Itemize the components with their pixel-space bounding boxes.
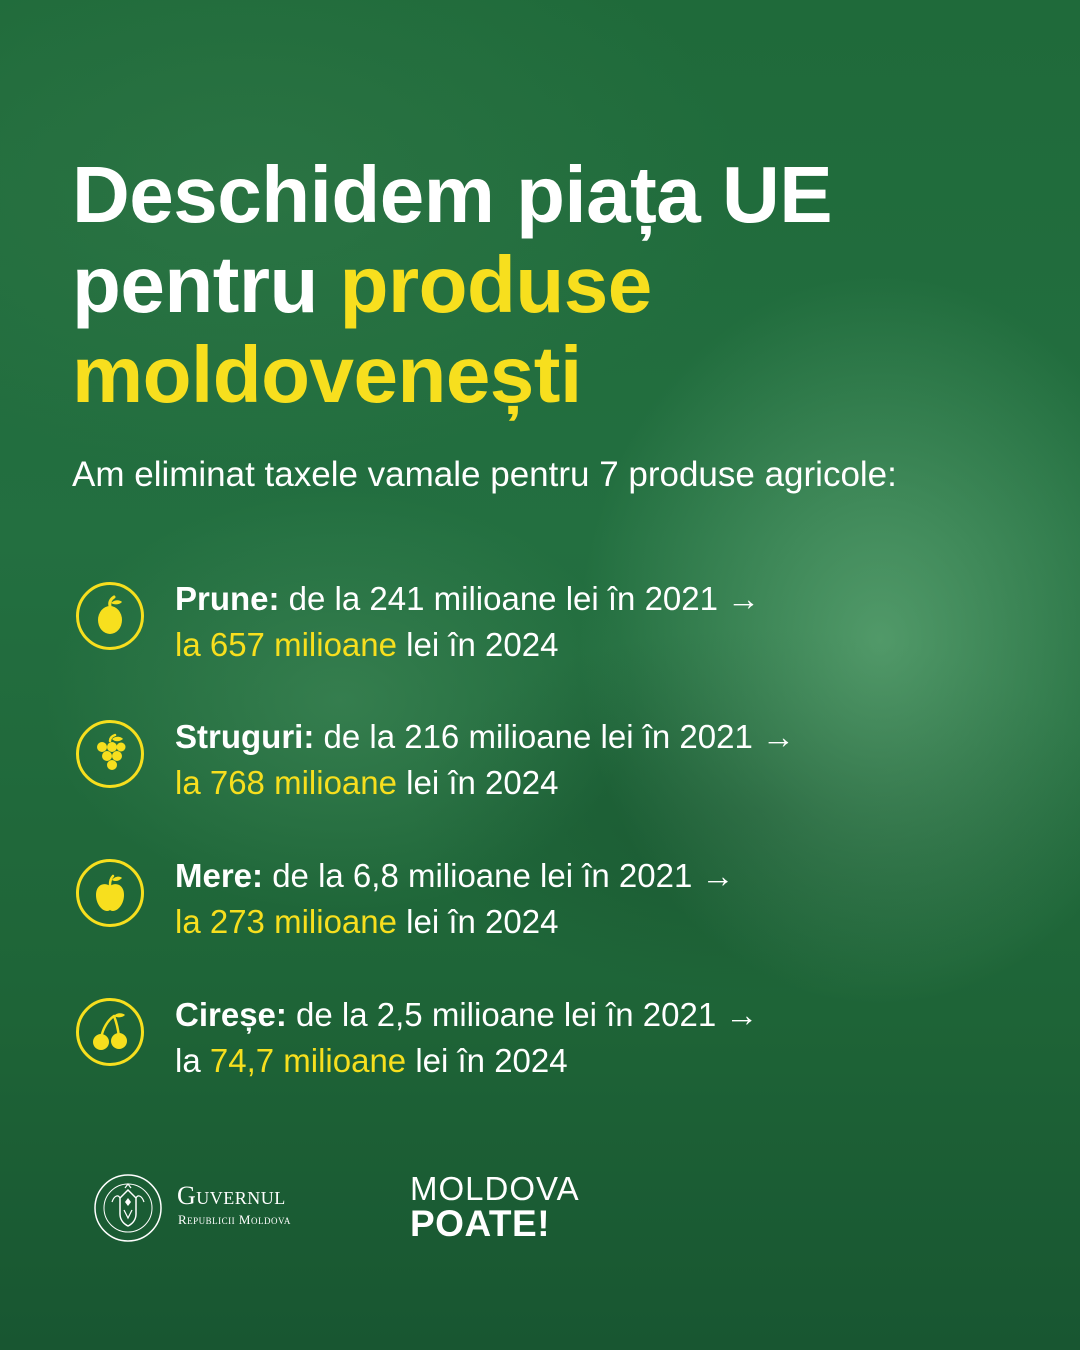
product-name: Struguri:: [175, 718, 315, 755]
product-to-prefix: la: [175, 1042, 210, 1079]
product-from: de la 216 milioane lei în 2021 →: [314, 718, 795, 755]
product-to-highlight: la 657 milioane: [175, 626, 397, 663]
product-to-highlight: la 273 milioane: [175, 903, 397, 940]
moldova-poate-top: MOLDOVA: [410, 1170, 580, 1207]
moldova-poate-bottom: POATE!: [410, 1203, 551, 1244]
product-from-row: [175, 714, 795, 760]
product-to-row: [175, 1038, 758, 1084]
product-to-suffix: lei în 2024: [396, 903, 559, 940]
product-to-row: [175, 899, 735, 945]
product-item-cherries: [72, 992, 1012, 1092]
product-text: [175, 576, 760, 668]
product-item-plums: [72, 576, 1012, 676]
product-name: Prune:: [175, 580, 280, 617]
moldova-poate-logo: [410, 1172, 580, 1242]
government-logo: [92, 1168, 352, 1248]
government-name: Guvernul: [177, 1181, 286, 1210]
product-from-row: [175, 992, 758, 1038]
title-line-2: [72, 240, 832, 330]
cherries-icon: [76, 998, 144, 1066]
product-text: [175, 853, 735, 945]
product-name: Cireșe:: [175, 996, 287, 1033]
product-to-suffix: lei în 2024: [396, 626, 559, 663]
coat-of-arms-icon: [92, 1168, 164, 1248]
grapes-icon: [76, 720, 144, 788]
product-name: Mere:: [175, 857, 264, 894]
plum-icon: [76, 582, 144, 650]
product-to-highlight: la 768 milioane: [175, 764, 397, 801]
product-from: de la 6,8 milioane lei în 2021 →: [263, 857, 735, 894]
title-line-1: Deschidem piața UE: [72, 150, 833, 239]
product-from: de la 241 milioane lei în 2021 →: [279, 580, 761, 617]
product-text: [175, 992, 758, 1084]
product-to-row: [175, 622, 760, 668]
product-text: [175, 714, 795, 806]
product-to-row: [175, 760, 795, 806]
product-from-row: [175, 853, 735, 899]
page-title: [72, 150, 832, 420]
title-line-2-highlight: produse: [339, 240, 652, 329]
title-line-2-white: pentru: [72, 240, 340, 329]
apple-icon: [76, 859, 144, 927]
product-from: de la 2,5 milioane lei în 2021 →: [286, 996, 759, 1033]
product-to-highlight: 74,7 milioane: [209, 1042, 407, 1079]
product-item-grapes: [72, 714, 1012, 814]
product-from-row: [175, 576, 760, 622]
intro-text: Am eliminat taxele vamale pentru 7 produse agricole:: [72, 455, 897, 494]
government-subtitle: Republicii Moldova: [178, 1212, 291, 1227]
product-to-suffix: lei în 2024: [406, 1042, 568, 1079]
title-line-3: moldovenești: [72, 330, 582, 419]
product-to-suffix: lei în 2024: [396, 764, 559, 801]
product-item-apples: [72, 853, 1012, 953]
